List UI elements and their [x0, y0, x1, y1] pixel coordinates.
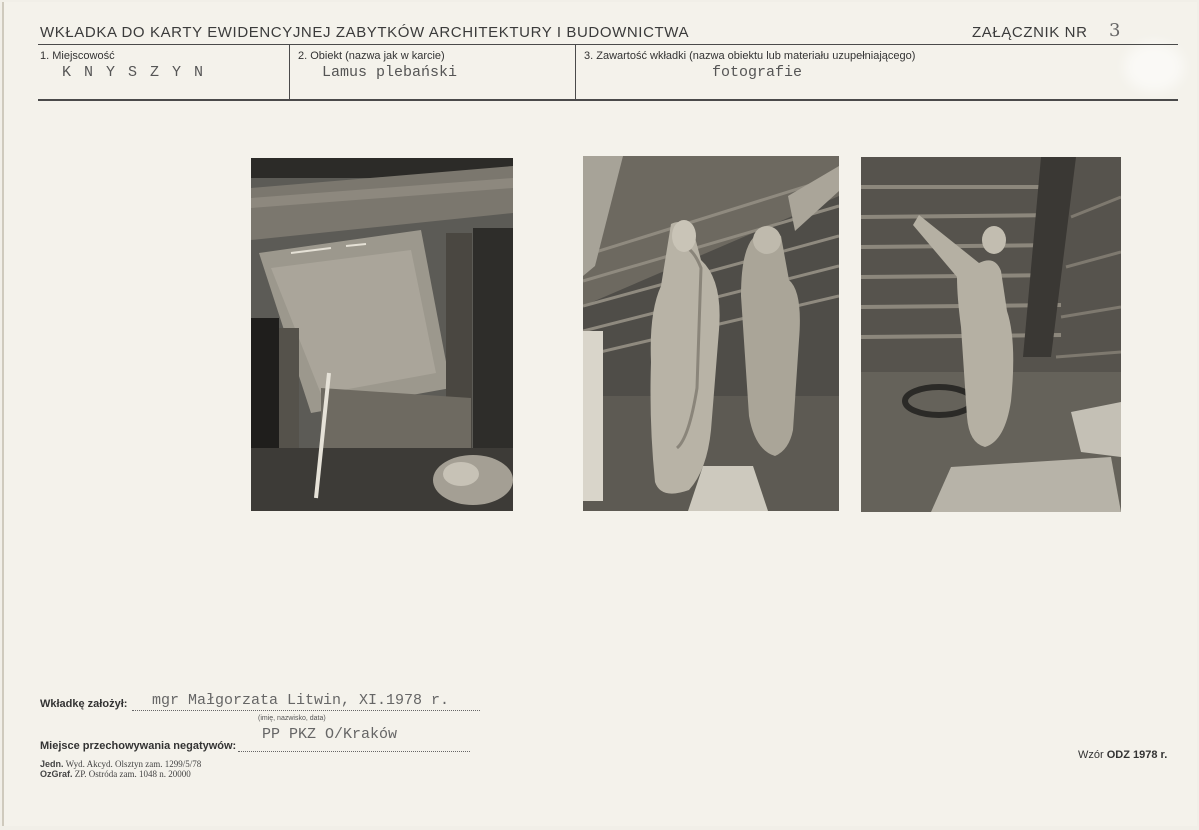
paper-wear-mark — [1124, 42, 1184, 92]
field-contents-label: 3. Zawartość wkładki (nazwa obiektu lub materiału uzupełniającego) — [584, 50, 916, 62]
annex-number: 3 — [1109, 20, 1121, 41]
printer-line-2-text: ZP. Ostróda zam. 1048 n. 20000 — [74, 769, 191, 779]
field-place-label: 1. Miejscowość — [40, 50, 115, 62]
template-value: ODZ 1978 r. — [1106, 749, 1168, 761]
author-dotted-line — [132, 710, 480, 711]
photo-two-figures — [583, 156, 839, 511]
field-place-value: K N Y S Z Y N — [62, 64, 206, 81]
printer-line-2-prefix: OzGraf. — [40, 769, 73, 779]
author-label: Wkładkę założył: — [40, 698, 128, 710]
storage-dotted-line — [238, 751, 470, 752]
field-divider-1 — [289, 45, 290, 99]
storage-value: PP PKZ O/Kraków — [262, 726, 398, 743]
field-object-label: 2. Obiekt (nazwa jak w karcie) — [298, 50, 445, 62]
storage-label: Miejsce przechowywania negatywów: — [40, 740, 237, 752]
annex-label: ZAŁĄCZNIK NR — [972, 24, 1088, 41]
author-value: mgr Małgorzata Litwin, XI.1978 r. — [152, 692, 450, 709]
printer-line-1 — [40, 759, 201, 769]
field-divider-2 — [575, 45, 576, 99]
printer-line-2 — [40, 769, 191, 779]
template-prefix: Wzór — [1078, 749, 1104, 761]
field-contents-value: fotografie — [712, 64, 803, 81]
photo-figure-raised-arm — [861, 157, 1121, 512]
printer-line-1-text: Wyd. Akcyd. Olsztyn zam. 1299/5/78 — [65, 759, 202, 769]
record-sheet — [2, 2, 1197, 826]
photo-attic-beams — [251, 158, 513, 511]
author-hint: (imię, nazwisko, data) — [258, 715, 326, 722]
header-rule-bottom — [38, 99, 1178, 101]
header-rule-top — [38, 44, 1178, 45]
template-code — [1078, 749, 1167, 761]
field-object-value: Lamus plebański — [322, 64, 458, 81]
form-title: WKŁADKA DO KARTY EWIDENCYJNEJ ZABYTKÓW ARCHITEKTURY I BUDOWNICTWA — [40, 24, 690, 41]
printer-line-1-prefix: Jedn. — [40, 759, 64, 769]
